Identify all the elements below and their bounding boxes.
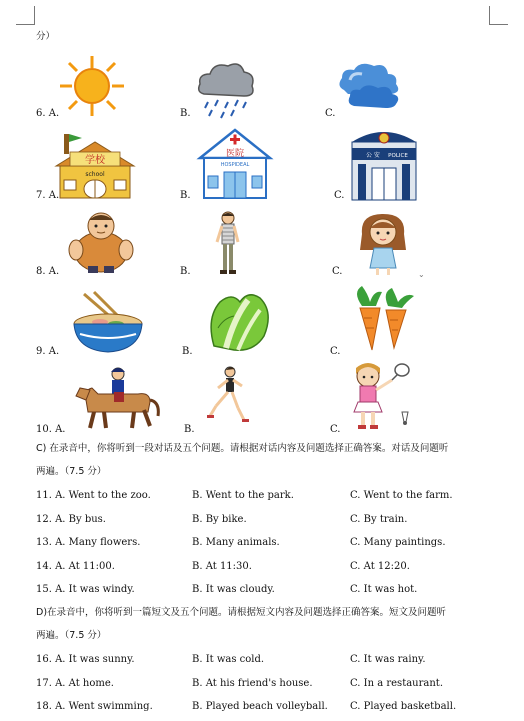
- q12-option-c: C. By train.: [350, 514, 408, 525]
- q11-option-c: C. Went to the farm.: [350, 490, 453, 501]
- running-icon: [206, 366, 250, 424]
- crop-mark-right-h: [489, 24, 508, 25]
- sun-icon: [56, 54, 128, 118]
- q16-option-a: 16. A. It was sunny.: [36, 654, 135, 665]
- hospital-sign-en: HOSPIDEAL: [220, 162, 250, 168]
- q6-option-a-label: 6. A.: [36, 108, 60, 119]
- q18-option-c: C. Played basketball.: [350, 701, 457, 712]
- q10-option-b-label: B.: [184, 424, 195, 435]
- section-d-instructions-line1: D)在录音中，你将听到一篇短文及五个问题。请根据短文内容及问题选择正确答案。短文及问题听: [36, 607, 447, 618]
- q16-option-c: C. It was rainy.: [350, 654, 426, 665]
- q9-option-c-label: C.: [330, 346, 341, 357]
- carrots-icon: [348, 286, 418, 352]
- school-icon: [54, 130, 136, 200]
- q8-option-a-label: 8. A.: [36, 266, 60, 277]
- header-continuation: 分）: [36, 31, 56, 42]
- q16-option-b: B. It was cold.: [192, 654, 265, 665]
- q17-option-c: C. In a restaurant.: [350, 678, 443, 689]
- q15-option-a: 15. A. It was windy.: [36, 584, 135, 595]
- hospital-icon: [196, 128, 274, 200]
- q13-option-a: 13. A. Many flowers.: [36, 537, 141, 548]
- girl-icon: [356, 210, 410, 276]
- q10-option-a-label: 10. A.: [36, 424, 66, 435]
- section-d-instructions-line2: 两遍。（7.5 分）: [36, 630, 107, 641]
- rain-cloud-icon: [196, 58, 256, 120]
- q8-option-c-label: C.: [332, 266, 343, 277]
- q15-option-b: B. It was cloudy.: [192, 584, 275, 595]
- noodles-icon: [70, 290, 146, 356]
- q18-option-a: 18. A. Went swimming.: [36, 701, 153, 712]
- q12-option-a: 12. A. By bus.: [36, 514, 106, 525]
- q7-option-c-label: C.: [334, 190, 345, 201]
- q14-option-a: 14. A. At 11:00.: [36, 561, 115, 572]
- crop-mark-left-h: [16, 24, 35, 25]
- q13-option-b: B. Many animals.: [192, 537, 280, 548]
- q8-option-b-label: B.: [180, 266, 191, 277]
- q7-option-a-label: 7. A.: [36, 190, 60, 201]
- section-c-instructions-line1: C) 在录音中，你将听到一段对话及五个问题。请根据对话内容及问题选择正确答案。对话及问题听: [36, 443, 449, 454]
- badminton-icon: [346, 362, 416, 434]
- q10-option-c-label: C.: [330, 424, 341, 435]
- crop-mark-left-v: [34, 6, 35, 24]
- q17-option-a: 17. A. At home.: [36, 678, 114, 689]
- crop-mark-right-v: [489, 6, 490, 24]
- thin-man-icon: [212, 210, 244, 276]
- hospital-sign-cn: 医院: [225, 149, 245, 159]
- chevron-down-icon: ⌄: [418, 270, 425, 279]
- q9-option-b-label: B.: [182, 346, 193, 357]
- q18-option-b: B. Played beach volleyball.: [192, 701, 328, 712]
- q11-option-a: 11. A. Went to the zoo.: [36, 490, 151, 501]
- horse-riding-icon: [74, 366, 160, 432]
- cloud-icon: [336, 60, 404, 110]
- cabbage-icon: [204, 288, 274, 354]
- fat-boy-icon: [64, 210, 138, 274]
- police-sign-cn: 公 安: [366, 152, 380, 159]
- q6-option-b-label: B.: [180, 108, 191, 119]
- section-c-instructions-line2: 两遍。（7.5 分）: [36, 466, 107, 477]
- q9-option-a-label: 9. A.: [36, 346, 60, 357]
- q12-option-b: B. By bike.: [192, 514, 247, 525]
- q7-option-b-label: B.: [180, 190, 191, 201]
- q13-option-c: C. Many paintings.: [350, 537, 446, 548]
- q14-option-c: C. At 12:20.: [350, 561, 410, 572]
- school-sign-cn: 学校: [85, 155, 105, 166]
- q15-option-c: C. It was hot.: [350, 584, 418, 595]
- q17-option-b: B. At his friend's house.: [192, 678, 313, 689]
- school-sign-en: school: [85, 171, 105, 178]
- q6-option-c-label: C.: [325, 108, 336, 119]
- police-station-icon: [348, 128, 420, 202]
- q11-option-b: B. Went to the park.: [192, 490, 294, 501]
- q14-option-b: B. At 11:30.: [192, 561, 252, 572]
- police-sign-en: POLICE: [388, 153, 408, 159]
